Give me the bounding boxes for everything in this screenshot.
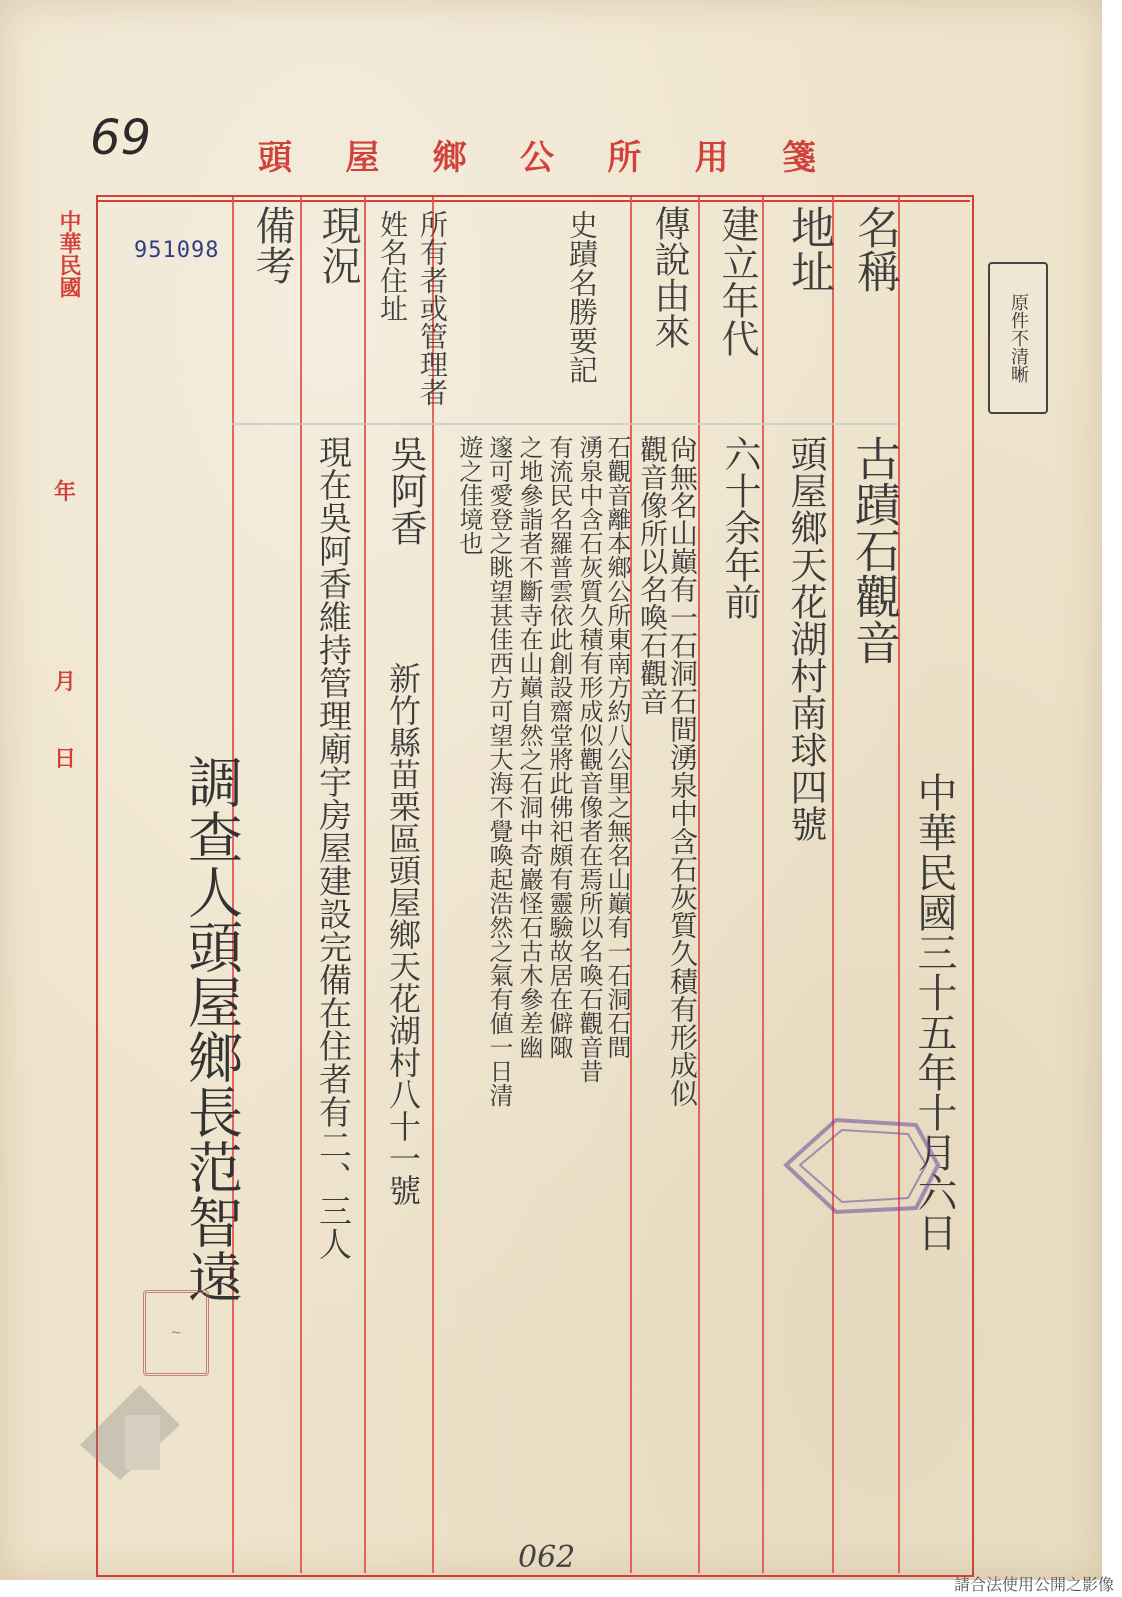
page-number-top: 69 [90,110,152,166]
column-line [364,197,366,1573]
column-line [762,197,764,1573]
header-divider [232,423,898,425]
letterhead-char: 箋 [781,138,818,178]
letterhead [258,130,818,178]
letterhead-char: 屋 [345,138,382,178]
margin-date-day: 日 [54,746,77,772]
label-name: 名稱 [849,205,900,293]
margin-date [54,210,86,770]
label-status: 現況 [315,205,361,285]
margin-date-year: 年 [54,479,77,505]
official-seal [766,1110,946,1220]
value-record-line: 邃可愛登之眺望甚佳西方可望大海不覺喚起浩然之氣有値一日清 [485,435,513,1107]
signing-date: 中華民國三十五年十月六日 [911,772,957,1252]
value-owner-name: 吳阿香 [384,435,427,546]
value-record-line: 湧泉中含石灰質久積有形成似觀音像者在焉所以名喚石觀音昔 [575,435,603,1083]
value-name: 古蹟石觀音 [848,435,902,665]
value-record-line: 遊之佳境也 [455,435,483,555]
archive-watermark-icon [70,1375,190,1485]
value-record-line: 之地參詣者不斷寺在山巔自然之石洞中奇巖怪石古木參差幽 [515,435,543,1059]
value-address: 頭屋鄉天花湖村南球四號 [784,435,827,842]
letterhead-char: 用 [694,138,731,178]
label-remarks: 備考 [249,205,295,285]
bottom-page-number: 062 [518,1540,576,1575]
unclear-original-stamp [988,262,1048,414]
label-record: 史蹟名勝要記 [565,210,599,384]
value-owner-address: 新竹縣苗栗區頭屋鄉天花湖村八十一號 [384,662,422,1206]
value-legend-line: 觀音像所以名喚石觀音 [636,435,669,715]
margin-date-prefix: 中華民國 [56,210,82,298]
column-line [832,197,834,1573]
letterhead-char: 公 [519,138,556,178]
letterhead-char: 頭 [258,138,294,178]
investigator: 調查人頭屋鄉長范智遠 [179,754,243,1304]
value-record-line: 石觀音離本鄉公所東南方約八公里之無名山巔有一石洞石間 [603,435,631,1059]
margin-date-month: 月 [54,669,77,695]
unclear-original-text: 原件不清晰 [1008,293,1029,383]
value-built: 六十余年前 [718,435,761,620]
personal-seal [143,1290,209,1376]
value-status: 現在吳阿香維持管理廟宇房屋建設完備在住者有二、三人 [314,435,353,1260]
frame-top-line [96,200,970,202]
footer-note: 請合法使用公開之影像 [953,1575,1114,1594]
column-line [300,197,302,1573]
column-line [898,197,900,1573]
label-owner: 所有者或管理者姓名住址 [376,210,449,406]
label-built: 建立年代 [715,205,759,357]
label-legend: 傳說由來 [649,205,690,349]
letterhead-char: 所 [607,138,644,178]
label-address: 地址 [783,205,834,293]
value-record-line: 有流民名羅普雲依此創設齋堂將此佛祀頗有靈驗故居在僻陬 [545,435,573,1059]
personal-seal-icon: ~ [170,1325,182,1341]
value-legend-line: 尙無名山巔有一石洞石間湧泉中含石灰質久積有形成似 [666,435,699,1107]
document-number: 951098 [134,238,220,263]
letterhead-char: 鄉 [432,138,469,178]
